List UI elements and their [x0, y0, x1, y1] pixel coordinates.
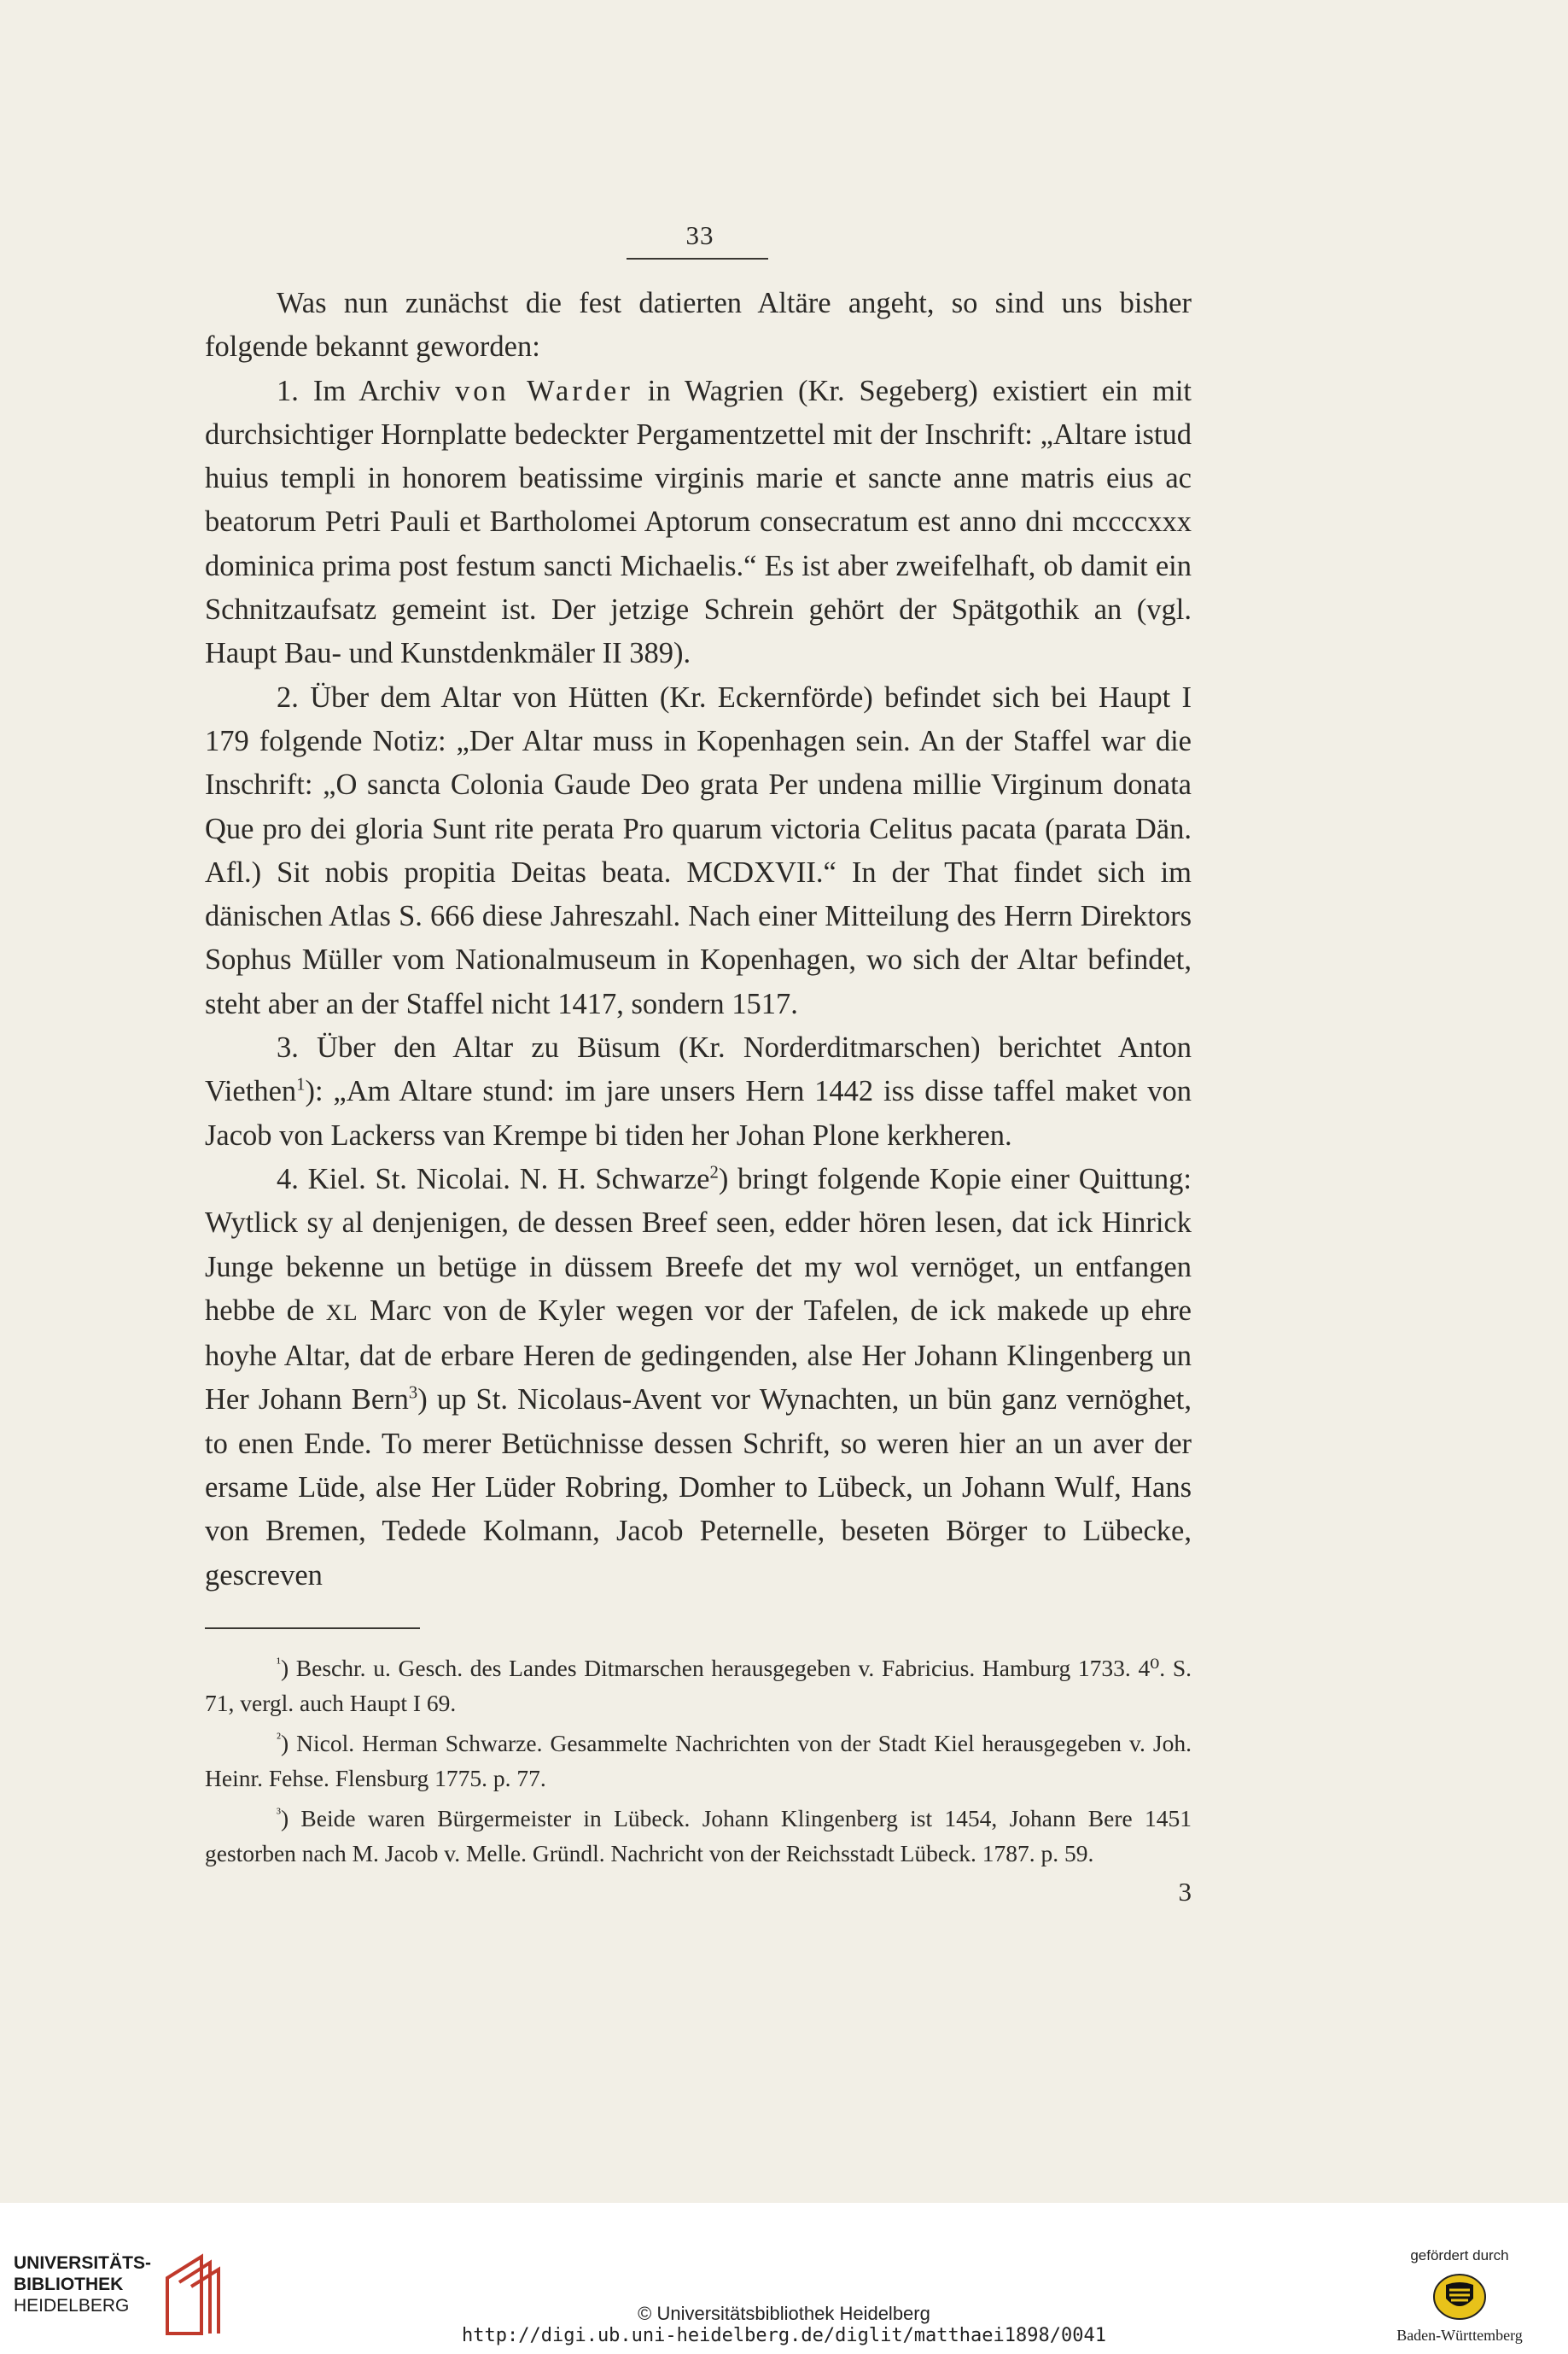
paragraph-3 — [205, 1026, 1192, 1158]
page-number: 33 — [685, 220, 714, 250]
footnote-2 — [205, 1726, 1192, 1796]
paragraph-4-a: 4. Kiel. St. Nicolai. N. H. Schwarze — [277, 1162, 710, 1195]
paragraph-4 — [205, 1158, 1192, 1598]
paragraph-4-d: ) up St. Nicolaus-Avent vor Wynachten, un bün ganz vernöghet, to enen Ende. To merer Betüchnisse dessen Schrift, so weren hier an un aver der ersame Lüde, alse Her Lüder Robring, Domher to Lübeck, un Johann Wulf, Hans von Bremen, Tedede Kolmann, Jacob Peternelle, beseten Börger to Lübecke, gescreven — [205, 1383, 1192, 1592]
paragraph-2: 2. Über dem Altar von Hütten (Kr. Eckernförde) befindet sich bei Haupt I 179 folgende Notiz: „Der Altar muss in Kopenhagen sein. An der Staffel war die Inschrift: „O sancta Colonia Gaude Deo grata Per undena millie Virginum donata Que pro dei gloria Sunt rite perata Pro quarum victoria Celitus pacata (parata Dän. Afl.) Sit nobis propitia Deitas beata. MCDXVII.“ In der That findet sich im dänischen Atlas S. 666 diese Jahreszahl. Nach einer Mitteilung des Herrn Direktors Sophus Müller vom Nationalmuseum in Kopenhagen, wo sich der Altar befindet, steht aber an der Staffel nicht 1417, sondern 1517. — [205, 680, 1192, 1020]
page-number-rule — [627, 258, 768, 260]
sponsor-block — [1366, 2247, 1553, 2345]
footnote-1 — [205, 1651, 1192, 1720]
state-crest-icon — [1432, 2273, 1487, 2321]
permalink-url[interactable]: http://digi.ub.uni-heidelberg.de/diglit/matthaei1898/0041 — [462, 2325, 1106, 2346]
spaced-name: von Warder — [455, 374, 633, 407]
paragraph-1-rest: in Wagrien (Kr. Segeberg) existiert ein mit durchsichtiger Hornplatte bedeckter Pergamentzettel mit der Inschrift: „Altare istud huius templi in honorem beatissime virginis marie et sancte anne matris eius ac beatorum Petri Pauli et Bartholomei Aptorum consecratum est anno dni mccccxxx dominica prima post festum sancti Michaelis.“ Es ist aber zweifelhaft, ob damit ein Schnitzaufsatz gemeint ist. Der jetzige Schrein gehört der Spätgothik an (vgl. Haupt Bau- und Kunstdenkmäler II 389). — [205, 374, 1192, 670]
sponsor-name: Baden-Württemberg — [1396, 2327, 1523, 2344]
copyright-notice: © Universitätsbibliothek Heidelberg — [638, 2303, 930, 2324]
footnote-ref-2: 2 — [709, 1163, 719, 1183]
footnote-text: ) Beschr. u. Gesch. des Landes Ditmarschen herausgegeben v. Fabricius. Hamburg 1733. 4⁰. S. 71, vergl. auch Haupt I 69. — [205, 1655, 1192, 1716]
footnote-ref-3: 3 — [408, 1383, 418, 1403]
sponsor-label: gefördert durch — [1410, 2247, 1509, 2263]
logo-line-2: BIBLIOTHEK — [14, 2275, 124, 2294]
footer-bar — [0, 2203, 1568, 2354]
paragraph-1-start: 1. Im Archiv — [277, 374, 456, 407]
sheet-signature: 3 — [1178, 1877, 1192, 1907]
small-caps-xl: XL — [325, 1299, 358, 1325]
footnote-mark: ¹ — [277, 1654, 281, 1671]
paragraph-3-rest: ): „Am Altare stund: im jare unsers Hern 1442 iss disse taffel maket von Jacob von Lackerss van Krempe bi tiden her Johan Plone kerkheren. — [205, 1075, 1192, 1152]
logo-line-1: UNIVERSITÄTS- — [14, 2253, 152, 2273]
paragraph-4-b: ) bringt folgende Kopie einer Quittung: Wytlick sy al denjenigen, de dessen Breef seen, edder hören lesen, dat ick Hinrick Junge bekenne un betüge in düssem Breefe det my wol vernöget, un entfangen hebbe de — [205, 1162, 1192, 1327]
footnote-rule — [205, 1627, 420, 1629]
logo-line-3: HEIDELBERG — [14, 2296, 130, 2316]
footnote-ref-1: 1 — [296, 1075, 306, 1095]
footnote-mark: ² — [277, 1729, 281, 1746]
footnotes — [205, 1651, 1192, 1877]
footnote-text: ) Nicol. Herman Schwarze. Gesammelte Nachrichten von der Stadt Kiel herausgegeben v. Joh. Heinr. Fehse. Flensburg 1775. p. 77. — [205, 1730, 1192, 1791]
footnote-mark: ³ — [277, 1804, 281, 1821]
paragraph-4-c: Marc von de Kyler wegen vor der Tafelen, de ick makede up ehre hoyhe Altar, dat de erbare Heren de gedingenden, alse Her Johann Klingenberg un Her Johann Bern — [205, 1294, 1192, 1416]
footnote-3 — [205, 1802, 1192, 1871]
paragraph-3-start: 3. Über den Altar zu Büsum (Kr. Norderditmarschen) berichtet Anton Viethen — [205, 1031, 1192, 1108]
footnote-text: ) Beide waren Bürgermeister in Lübeck. Johann Klingenberg ist 1454, Johann Bere 1451 gestorben nach M. Jacob v. Melle. Gründl. Nachricht von der Reichsstadt Lübeck. 1787. p. 59. — [205, 1805, 1192, 1866]
main-text — [205, 282, 1192, 1598]
intro-paragraph: Was nun zunächst die fest datierten Altäre angeht, so sind uns bisher folgende bekannt geworden: — [205, 287, 1192, 364]
paragraph-1 — [205, 370, 1192, 676]
